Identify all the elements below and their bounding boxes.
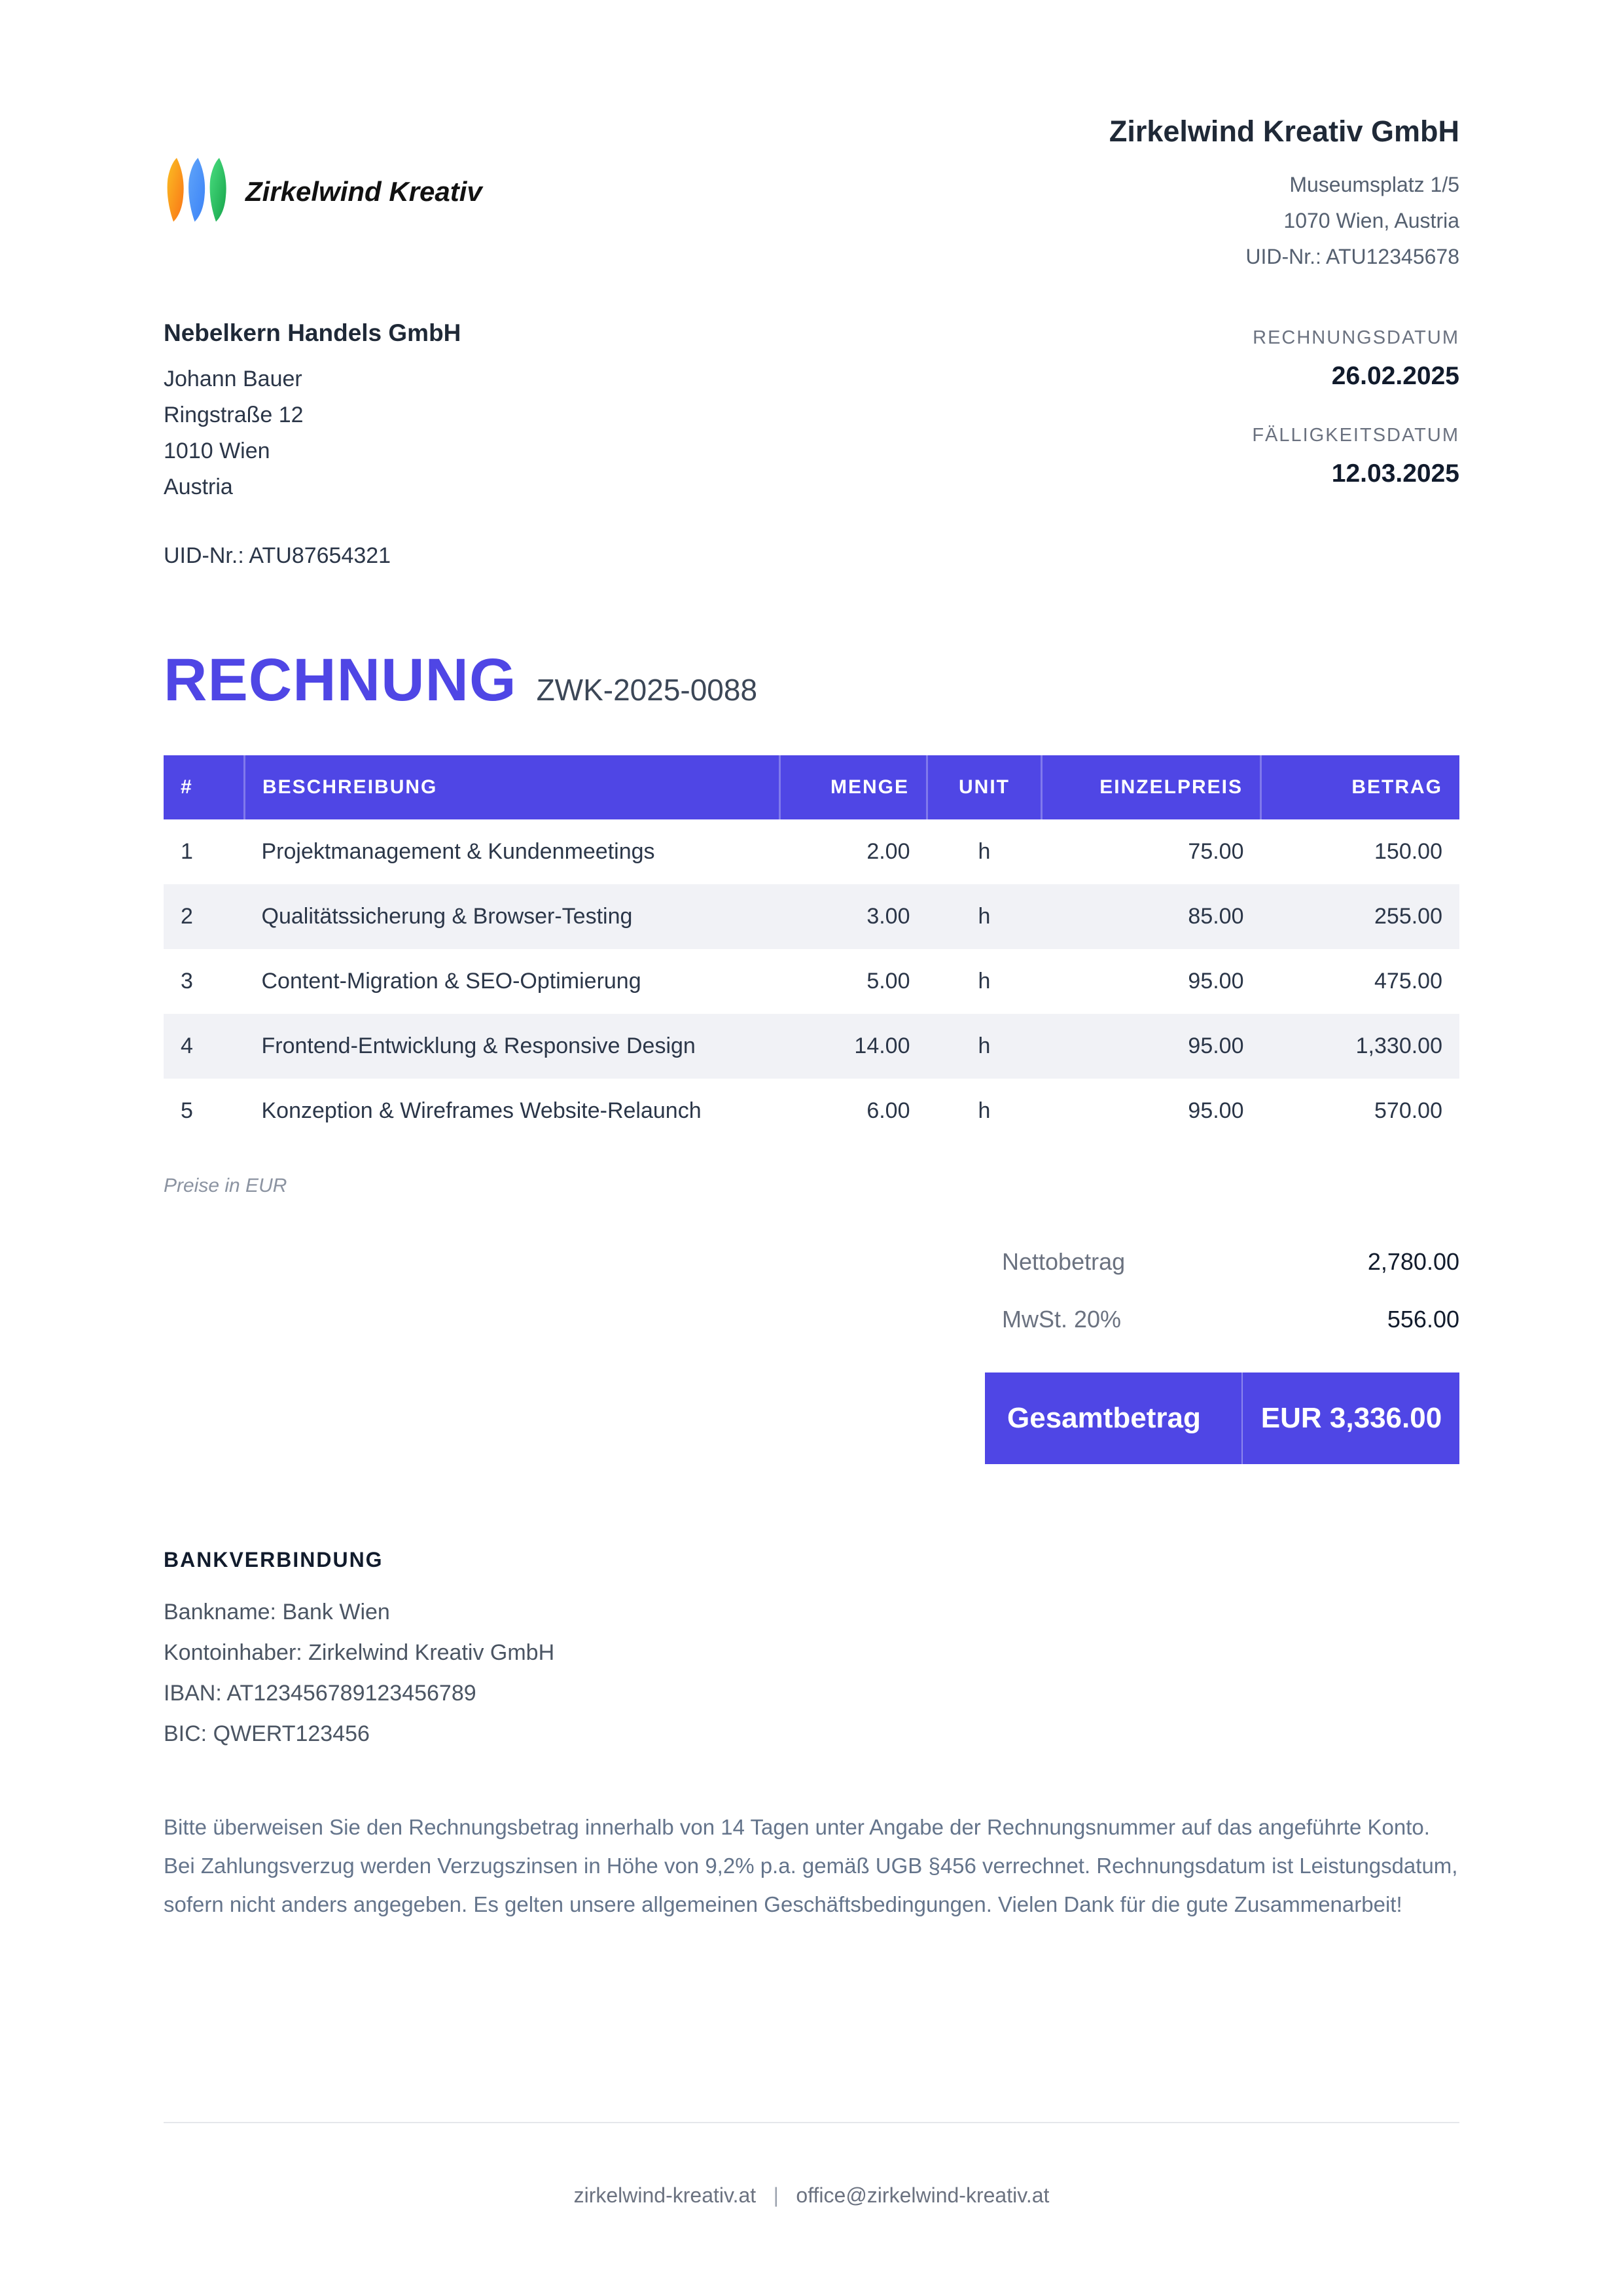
footer-website: zirkelwind-kreativ.at	[573, 2183, 757, 2207]
vat-label: MwSt. 20%	[1002, 1306, 1122, 1333]
item-amount: 570.00	[1374, 1098, 1442, 1123]
grand-total-value: EUR 3,336.00	[1260, 1402, 1442, 1434]
item-amount: 150.00	[1374, 839, 1442, 864]
item-price: 85.00	[1188, 904, 1244, 929]
item-unit: h	[978, 1098, 991, 1123]
item-desc: Content-Migration & SEO-Optimierung	[261, 969, 641, 994]
item-num: 5	[181, 1098, 193, 1123]
recipient-uid: UID-Nr.: ATU87654321	[164, 543, 391, 568]
sender-address	[1109, 167, 1459, 275]
item-price: 95.00	[1188, 1098, 1244, 1123]
sender-name: Zirkelwind Kreativ GmbH	[1109, 115, 1459, 148]
invoice-date-value: 26.02.2025	[1331, 362, 1459, 390]
header-col-num: #	[164, 755, 245, 819]
item-row	[164, 1079, 1459, 1143]
item-unit: h	[978, 904, 991, 929]
bank-details	[164, 1548, 1459, 1754]
recipient-name: Nebelkern Handels GmbH	[164, 319, 461, 346]
header	[164, 0, 1459, 275]
recipient-address-line: 1010 Wien	[164, 439, 270, 463]
item-unit: h	[978, 1033, 991, 1058]
items-header-row	[164, 755, 1459, 819]
due-date-value: 12.03.2025	[1331, 459, 1459, 488]
items-table	[164, 755, 1459, 1143]
item-price: 95.00	[1188, 969, 1244, 994]
item-qty: 6.00	[866, 1098, 910, 1123]
header-col-unit-price: EINZELPREIS	[1042, 755, 1261, 819]
item-num: 2	[181, 904, 193, 929]
invoice-meta	[1252, 327, 1459, 569]
item-qty: 14.00	[854, 1033, 910, 1058]
page-title: RECHNUNG	[164, 647, 517, 713]
item-amount: 255.00	[1374, 904, 1442, 929]
currency-note: Preise in EUR	[164, 1175, 287, 1196]
page-footer	[164, 2122, 1459, 2208]
recipient-address-line: Ringstraße 12	[164, 403, 304, 427]
payment-terms: Bitte überweisen Sie den Rechnungsbetrag innerhalb von 14 Tagen unter Angabe der Rechnungsnummer auf das angeführte Konto. Bei Zahlungsverzug werden Verzugszinsen in Höhe von 9,2% p.a. gemäß UGB §456 verrechnet. Rechnungsdatum ist Leistungsdatum, sofern nicht anders angegeben. Es gelten unsere allgemeinen Geschäftsbedingungen. Vielen Dank für die gute Zusammenarbeit!	[164, 1815, 1458, 1916]
recipient-address	[164, 361, 461, 505]
header-col-unit: UNIT	[927, 755, 1042, 819]
footer-email: office@zirkelwind-kreativ.at	[796, 2183, 1050, 2207]
item-amount: 1,330.00	[1355, 1033, 1442, 1058]
item-desc: Frontend-Entwicklung & Responsive Design	[261, 1033, 696, 1058]
net-total-label: Nettobetrag	[1002, 1248, 1126, 1275]
logo-sails-icon	[164, 157, 232, 226]
bank-detail-line: Bankname: Bank Wien	[164, 1600, 390, 1624]
item-qty: 2.00	[866, 839, 910, 864]
bank-detail-line: Kontoinhaber: Zirkelwind Kreativ GmbH	[164, 1640, 555, 1665]
sender-address-line: Museumsplatz 1/5	[1289, 173, 1459, 196]
bank-detail-line: BIC: QWERT123456	[164, 1721, 370, 1746]
net-total-value: 2,780.00	[1367, 1248, 1459, 1275]
item-unit: h	[978, 969, 991, 994]
sender-address-line: 1070 Wien, Austria	[1283, 209, 1459, 232]
sender-block	[1109, 115, 1459, 275]
item-row	[164, 884, 1459, 949]
item-amount: 475.00	[1374, 969, 1442, 994]
vat-value: 556.00	[1387, 1306, 1459, 1333]
item-price: 75.00	[1188, 839, 1244, 864]
bank-lines	[164, 1592, 1459, 1754]
logo-wordmark: Zirkelwind Kreativ	[245, 175, 482, 207]
header-col-quantity: MENGE	[780, 755, 927, 819]
invoice-date-label: RECHNUNGSDATUM	[1253, 327, 1459, 348]
bank-detail-line: IBAN: AT123456789123456789	[164, 1681, 476, 1706]
recipient-address-line: Austria	[164, 475, 233, 499]
item-num: 1	[181, 839, 193, 864]
item-desc: Qualitätssicherung & Browser-Testing	[261, 904, 633, 929]
item-row	[164, 819, 1459, 884]
bank-heading: BANKVERBINDUNG	[164, 1548, 383, 1571]
item-num: 3	[181, 969, 193, 994]
item-desc: Konzeption & Wireframes Website-Relaunch	[261, 1098, 702, 1123]
grand-total-label: Gesamtbetrag	[985, 1372, 1243, 1464]
sender-address-line: UID-Nr.: ATU12345678	[1245, 245, 1459, 268]
item-row	[164, 1014, 1459, 1079]
company-logo	[164, 157, 482, 226]
net-total-row	[985, 1248, 1459, 1276]
item-price: 95.00	[1188, 1033, 1244, 1058]
invoice-number: ZWK-2025-0088	[536, 673, 758, 707]
item-desc: Projektmanagement & Kundenmeetings	[261, 839, 655, 864]
title-row	[164, 646, 1459, 715]
header-col-amount: BETRAG	[1261, 755, 1460, 819]
recipient-block	[164, 319, 461, 569]
due-date-label: FÄLLIGKEITSDATUM	[1252, 425, 1459, 446]
item-qty: 5.00	[866, 969, 910, 994]
item-row	[164, 949, 1459, 1014]
grand-total-box	[985, 1372, 1459, 1464]
totals-block	[985, 1248, 1459, 1464]
item-unit: h	[978, 839, 991, 864]
recipient-address-line: Johann Bauer	[164, 367, 302, 391]
footer-separator: |	[773, 2183, 779, 2207]
item-num: 4	[181, 1033, 193, 1058]
header-col-description: BESCHREIBUNG	[245, 755, 780, 819]
parties-row	[164, 319, 1459, 569]
item-qty: 3.00	[866, 904, 910, 929]
vat-row	[985, 1306, 1459, 1333]
